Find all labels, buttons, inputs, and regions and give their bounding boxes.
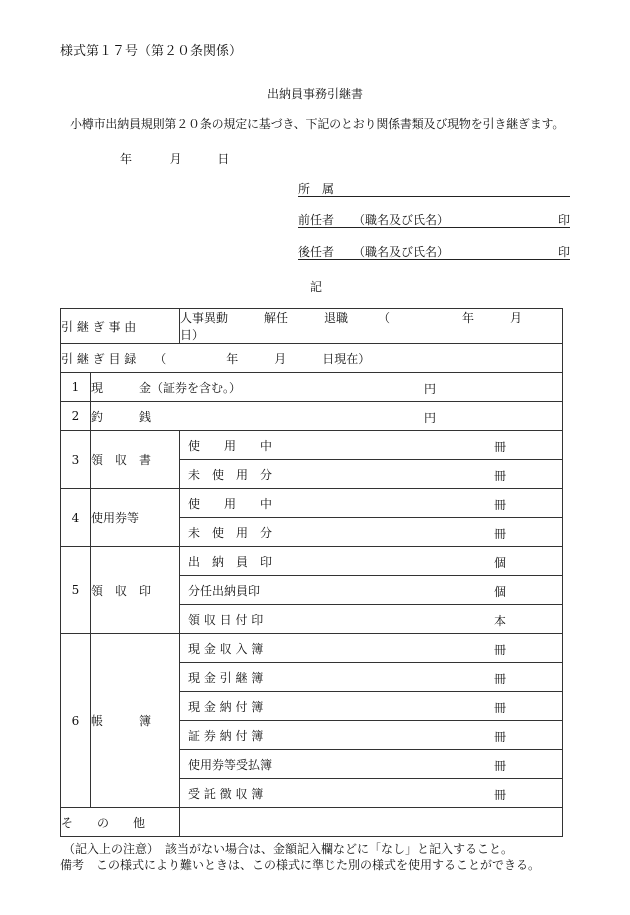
table-row (180, 518, 563, 547)
item-name: 使 用 中 (188, 496, 273, 511)
row-num: 6 (61, 634, 91, 808)
item-name: 現 金 収 入 簿 (188, 641, 264, 656)
item-name: 未 使 用 分 (188, 525, 273, 540)
date-line (120, 150, 229, 167)
item-unit: 冊 (494, 672, 507, 686)
table-row (180, 489, 563, 518)
table-row (180, 460, 563, 489)
item-unit: 冊 (494, 701, 507, 715)
cash-unit: 円 (424, 382, 437, 396)
item-unit: 個 (494, 556, 507, 570)
remark: 備考 この様式により難いときは、この様式に準じた別の様式を使用することができる。 (60, 858, 541, 872)
date-year: 年 (120, 152, 133, 166)
table-row (180, 721, 563, 750)
item-name: 受 託 徴 収 簿 (188, 786, 264, 801)
row-num: 4 (61, 489, 91, 547)
item-name: 出 納 員 印 (188, 554, 273, 569)
department-line (298, 180, 570, 197)
item-name: 分任出納員印 (188, 583, 261, 598)
department-label: 所 属 (298, 182, 335, 196)
table-row (180, 663, 563, 692)
row-num: 5 (61, 547, 91, 634)
document-title: 出納員事務引継書 (266, 87, 363, 101)
item-unit: 冊 (494, 498, 507, 512)
other-label: そ の 他 (61, 808, 180, 837)
reason-options: 人事異動 解任 退職 （ 年 月 日） (180, 309, 563, 344)
item-unit: 冊 (494, 788, 507, 802)
row-num: 3 (61, 431, 91, 489)
item-unit: 冊 (494, 759, 507, 773)
item-name: 使用券等受払簿 (188, 757, 273, 772)
ledgers-label: 帳 簿 (91, 634, 180, 808)
item-unit: 個 (494, 585, 507, 599)
change-unit: 円 (424, 411, 437, 425)
date-month: 月 (169, 152, 182, 166)
successor-label: 後任者 (298, 245, 335, 259)
row-num: 2 (61, 402, 91, 431)
reason-label: 引 継 ぎ 事 由 (61, 309, 180, 344)
handover-table (60, 308, 563, 837)
cash-label: 現 金（証券を含む。） (91, 380, 242, 395)
item-unit: 冊 (494, 527, 507, 541)
item-unit: 冊 (494, 643, 507, 657)
predecessor-label: 前任者 (298, 213, 335, 227)
table-row (180, 779, 563, 808)
table-row (180, 547, 563, 576)
item-unit: 冊 (494, 440, 507, 454)
table-row (180, 750, 563, 779)
table-row (180, 431, 563, 460)
stamps-label: 領 収 印 (91, 547, 180, 634)
table-row (180, 605, 563, 634)
successor-line (298, 243, 570, 260)
table-row (180, 634, 563, 663)
change-label: 釣 銭 (91, 409, 152, 424)
intro-text: 小樽市出納員規則第２０条の規定に基づき、下記のとおり関係書類及び現物を引き継ぎます。 (70, 117, 565, 131)
item-unit: 冊 (494, 469, 507, 483)
item-unit: 本 (494, 614, 507, 628)
item-name: 証 券 納 付 簿 (188, 728, 264, 743)
item-name: 未 使 用 分 (188, 467, 273, 482)
row-num: 1 (61, 373, 91, 402)
change-row (91, 402, 563, 431)
item-name: 現 金 引 継 簿 (188, 670, 264, 685)
date-day: 日 (217, 152, 230, 166)
successor-seal: 印 (557, 245, 570, 259)
successor-hint: （職名及び氏名） (353, 245, 450, 259)
predecessor-hint: （職名及び氏名） (353, 213, 450, 227)
tickets-label: 使用券等 (91, 489, 180, 547)
item-name: 現 金 納 付 簿 (188, 699, 264, 714)
predecessor-seal: 印 (557, 213, 570, 227)
predecessor-line (298, 211, 570, 228)
ki-mark: 記 (310, 280, 323, 294)
other-value (180, 808, 563, 837)
table-row (180, 576, 563, 605)
entry-note: （記入上の注意） 該当がない場合は、金額記入欄などに「なし」と記入すること。 (63, 842, 514, 856)
item-name: 使 用 中 (188, 438, 273, 453)
cash-row (91, 373, 563, 402)
receipts-label: 領 収 書 (91, 431, 180, 489)
form-number: 様式第１７号（第２０条関係） (60, 44, 243, 59)
table-row (180, 692, 563, 721)
item-unit: 冊 (494, 730, 507, 744)
inventory-label: 引 継 ぎ 目 録 （ 年 月 日現在） (61, 344, 563, 373)
item-name: 領 収 日 付 印 (188, 612, 264, 627)
